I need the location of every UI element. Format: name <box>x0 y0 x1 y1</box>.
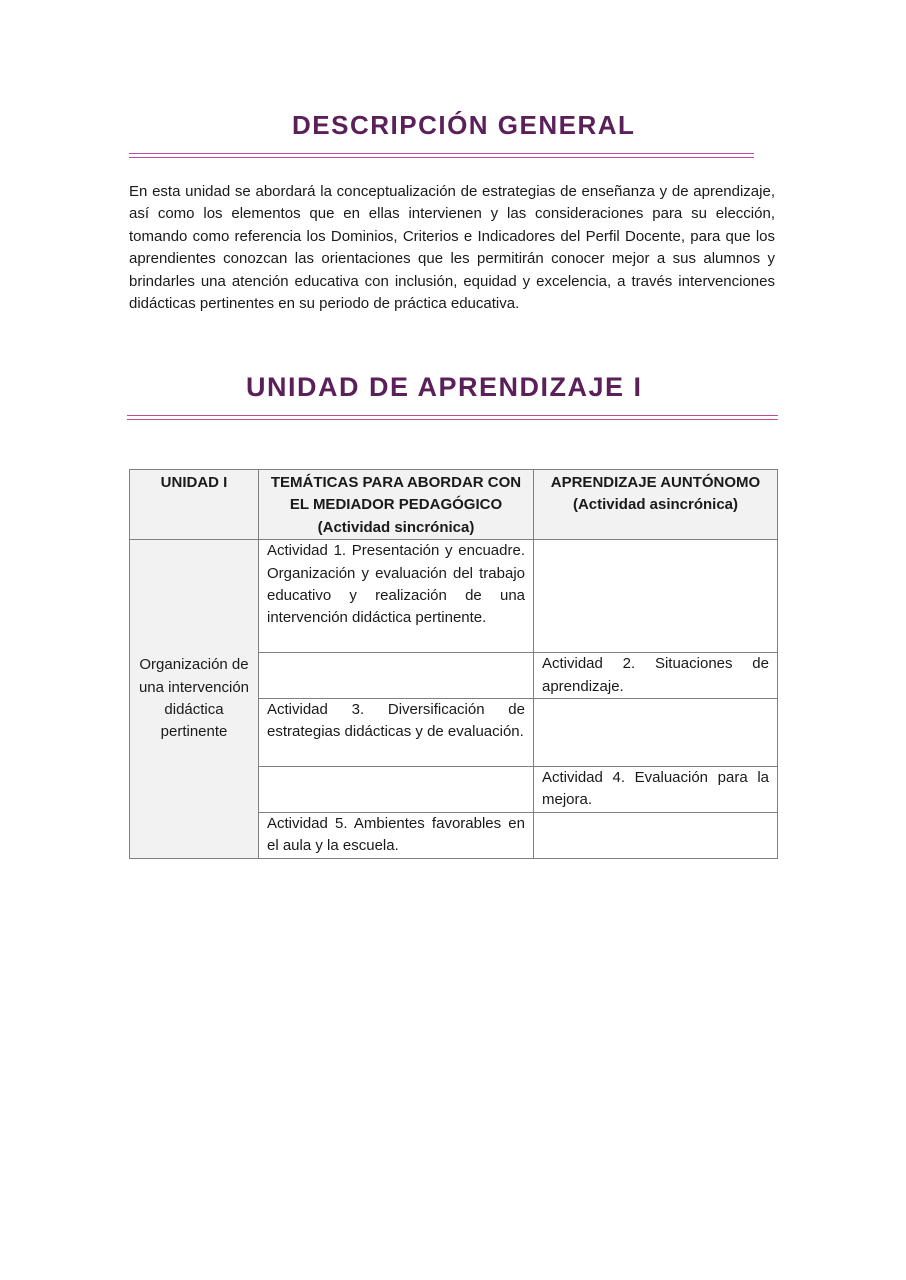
sync-activity-cell: Actividad 5. Ambientes favorables en el aula y la escuela. <box>259 812 534 858</box>
section-title-unidad: UNIDAD DE APRENDIZAJE I <box>246 372 643 402</box>
sync-activity-cell <box>259 767 534 813</box>
header-aprendizaje <box>534 470 778 540</box>
table-row <box>130 540 778 653</box>
header-aprendizaje-title: APRENDIZAJE AUNTÓNOMO <box>550 474 761 491</box>
sync-activity-cell: Actividad 1. Presentación y encuadre. Organización y evaluación del trabajo educativo y realización de una intervención didáctica pertinente. <box>259 540 534 653</box>
unit-cell: Organización de una intervención didáctica pertinente <box>130 540 259 858</box>
header-unidad: UNIDAD I <box>130 470 259 540</box>
sync-activity-cell: Actividad 3. Diversificación de estrategias didácticas y de evaluación. <box>259 699 534 767</box>
table-header-row <box>130 470 778 540</box>
async-activity-cell: Actividad 4. Evaluación para la mejora. <box>534 767 778 813</box>
description-paragraph: En esta unidad se abordará la conceptualización de estrategias de enseñanza y de aprendizaje, así como los elementos que en ellas intervienen y las consideraciones para su elección, tomando como referencia los Dominios, Criterios e Indicadores del Perfil Docente, para que los aprendientes conozcan las orientaciones que les permitirán conocer mejor a sus alumnos y brindarles una atención educativa con inclusión, equidad y excelencia, a través intervenciones didácticas pertinentes en su periodo de práctica educativa. <box>129 183 775 313</box>
unit-table <box>129 469 778 859</box>
async-activity-cell <box>534 540 778 653</box>
async-activity-cell: Actividad 2. Situaciones de aprendizaje. <box>534 653 778 699</box>
section-title-descripcion: DESCRIPCIÓN GENERAL <box>292 110 636 140</box>
async-activity-cell <box>534 699 778 767</box>
header-tematicas-title: TEMÁTICAS PARA ABORDAR CON EL MEDIADOR PEDAGÓGICO <box>270 474 522 514</box>
title-underline <box>127 415 778 420</box>
header-tematicas-subtitle: (Actividad sincrónica) <box>317 518 475 536</box>
sync-activity-cell <box>259 653 534 699</box>
header-aprendizaje-subtitle: (Actividad asincrónica) <box>572 496 739 514</box>
async-activity-cell <box>534 812 778 858</box>
title-underline <box>129 153 754 158</box>
header-tematicas <box>259 470 534 540</box>
